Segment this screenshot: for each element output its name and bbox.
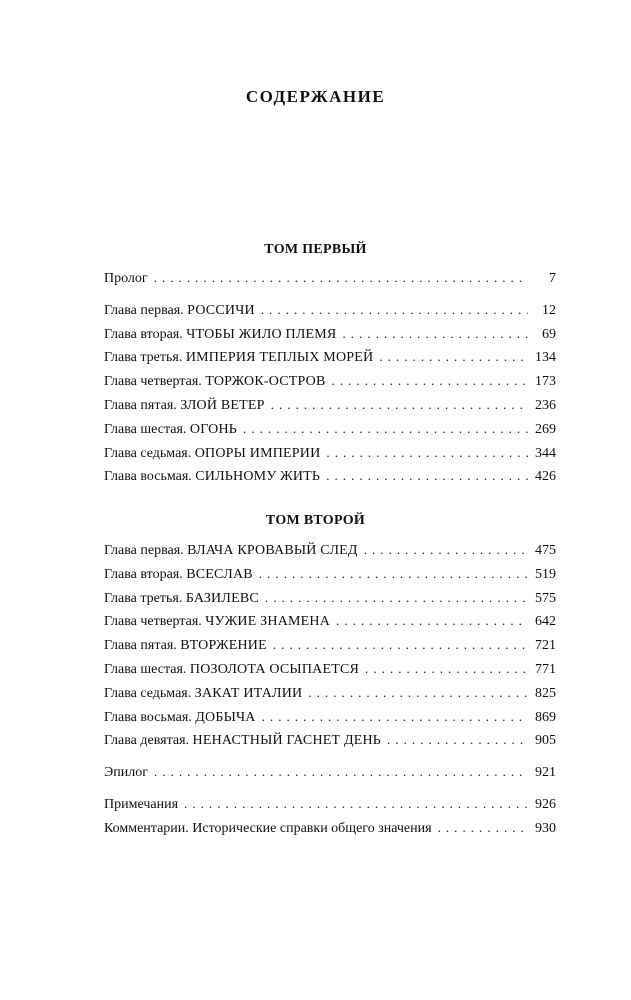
toc-entry-page: 905 bbox=[535, 733, 556, 749]
toc-entry-label: Глава седьмая. ОПОРЫ ИМПЕРИИ bbox=[104, 445, 321, 461]
toc-entry-v1-ch3[interactable] bbox=[104, 345, 556, 369]
toc-entry-label: Глава вторая. ЧТОБЫ ЖИЛО ПЛЕМЯ bbox=[104, 326, 337, 342]
toc-entry-v2-ch6[interactable] bbox=[104, 657, 556, 681]
toc-entry-v2-ch9[interactable] bbox=[104, 728, 556, 752]
toc-entry-page: 869 bbox=[535, 709, 556, 725]
toc-entry-label: Глава первая. РОССИЧИ bbox=[104, 302, 255, 318]
toc-entry-page: 771 bbox=[535, 661, 556, 677]
dot-leader bbox=[364, 538, 528, 562]
toc-entry-page: 575 bbox=[535, 590, 556, 606]
toc-entry-v1-ch1[interactable] bbox=[104, 298, 556, 322]
toc-entry-page: 642 bbox=[535, 614, 556, 630]
volume-2-heading: ТОМ ВТОРОЙ bbox=[265, 513, 366, 528]
dot-leader bbox=[271, 393, 528, 417]
dot-leader bbox=[308, 681, 528, 705]
toc-entry-page: 69 bbox=[542, 326, 556, 342]
toc-entry-v2-ch4[interactable] bbox=[104, 609, 556, 633]
toc-entry-page: 825 bbox=[535, 685, 556, 701]
toc-entry-v1-ch2[interactable] bbox=[104, 322, 556, 346]
toc-entry-label: Глава четвертая. ЧУЖИЕ ЗНАМЕНА bbox=[104, 614, 331, 630]
toc-entry-label: Эпилог bbox=[104, 765, 148, 781]
dot-leader bbox=[259, 562, 528, 586]
dot-leader bbox=[154, 760, 528, 784]
toc-entry-v2-ch1[interactable] bbox=[104, 538, 556, 562]
toc-entry-page: 721 bbox=[535, 638, 556, 654]
dot-leader bbox=[438, 816, 528, 840]
toc-entry-page: 269 bbox=[535, 421, 556, 437]
toc-entry-page: 12 bbox=[542, 302, 556, 318]
dot-leader bbox=[379, 345, 528, 369]
toc-entry-label: Глава седьмая. ЗАКАТ ИТАЛИИ bbox=[104, 685, 303, 701]
toc-entry-label: Глава шестая. ПОЗОЛОТА ОСЫПАЕТСЯ bbox=[104, 661, 360, 677]
toc-entry-page: 236 bbox=[535, 397, 556, 413]
dot-leader bbox=[265, 586, 528, 610]
toc-entry-v1-ch8[interactable] bbox=[104, 464, 556, 488]
toc-entry-v2-ch5[interactable] bbox=[104, 633, 556, 657]
toc-entry-v2-ch3[interactable] bbox=[104, 586, 556, 610]
toc-entry-label: Примечания bbox=[104, 796, 179, 812]
dot-leader bbox=[342, 322, 528, 346]
toc-entry-epilogue[interactable] bbox=[104, 760, 556, 784]
toc-entry-page: 173 bbox=[535, 374, 556, 390]
toc-entry-v1-ch4[interactable] bbox=[104, 369, 556, 393]
dot-leader bbox=[261, 298, 528, 322]
dot-leader bbox=[262, 705, 528, 729]
toc-entry-v2-ch8[interactable] bbox=[104, 705, 556, 729]
toc-entry-label: Глава восьмая. ДОБЫЧА bbox=[104, 709, 256, 725]
toc-entry-v2-ch7[interactable] bbox=[104, 681, 556, 705]
toc-entry-label: Глава четвертая. ТОРЖОК-ОСТРОВ bbox=[104, 374, 326, 390]
toc-entry-page: 475 bbox=[535, 543, 556, 558]
toc-entry-label: Глава пятая. ВТОРЖЕНИЕ bbox=[104, 638, 267, 654]
toc-entry-label: Глава первая. ВЛАЧА КРОВАВЫЙ СЛЕД bbox=[104, 543, 358, 558]
toc-entry-page: 930 bbox=[535, 820, 556, 836]
dot-leader bbox=[365, 657, 528, 681]
toc-entry-page: 7 bbox=[549, 271, 556, 286]
volume-2-toc bbox=[104, 538, 556, 840]
dot-leader bbox=[387, 728, 528, 752]
toc-entry-label: Пролог bbox=[104, 271, 148, 286]
dot-leader bbox=[243, 417, 528, 441]
toc-entry-label: Глава шестая. ОГОНЬ bbox=[104, 421, 238, 437]
toc-entry-v1-ch6[interactable] bbox=[104, 417, 556, 441]
dot-leader bbox=[326, 464, 528, 488]
dot-leader bbox=[184, 792, 528, 816]
volume-1-heading: ТОМ ПЕРВЫЙ bbox=[264, 242, 367, 257]
toc-entry-label: Комментарии. Исторические справки общего значения bbox=[104, 820, 432, 836]
toc-entry-page: 134 bbox=[535, 350, 556, 366]
toc-entry-label: Глава третья. ИМПЕРИЯ ТЕПЛЫХ МОРЕЙ bbox=[104, 350, 374, 366]
dot-leader bbox=[332, 369, 528, 393]
toc-entry-v1-ch5[interactable] bbox=[104, 393, 556, 417]
toc-entry-v2-ch2[interactable] bbox=[104, 562, 556, 586]
dot-leader bbox=[326, 441, 528, 465]
dot-leader bbox=[273, 633, 528, 657]
toc-entry-page: 344 bbox=[535, 445, 556, 461]
toc-entry-page: 426 bbox=[535, 469, 556, 485]
toc-entry-label: Глава пятая. ЗЛОЙ ВЕТЕР bbox=[104, 397, 265, 413]
toc-entry-label: Глава вторая. ВСЕСЛАВ bbox=[104, 566, 253, 582]
toc-entry-label: Глава восьмая. СИЛЬНОМУ ЖИТЬ bbox=[104, 469, 321, 485]
toc-entry-comments[interactable] bbox=[104, 816, 556, 840]
dot-leader bbox=[336, 609, 528, 633]
toc-entry-page: 519 bbox=[535, 566, 556, 582]
toc-entry-notes[interactable] bbox=[104, 792, 556, 816]
toc-entry-prologue[interactable] bbox=[104, 266, 556, 290]
toc-entry-v1-ch7[interactable] bbox=[104, 441, 556, 465]
volume-1-toc bbox=[104, 266, 556, 488]
toc-entry-label: Глава третья. БАЗИЛЕВС bbox=[104, 590, 259, 606]
toc-entry-label: Глава девятая. НЕНАСТНЫЙ ГАСНЕТ ДЕНЬ bbox=[104, 733, 382, 749]
toc-entry-page: 921 bbox=[535, 765, 556, 781]
dot-leader bbox=[154, 266, 528, 290]
toc-entry-page: 926 bbox=[535, 796, 556, 812]
page-title: СОДЕРЖАНИЕ bbox=[245, 87, 386, 107]
